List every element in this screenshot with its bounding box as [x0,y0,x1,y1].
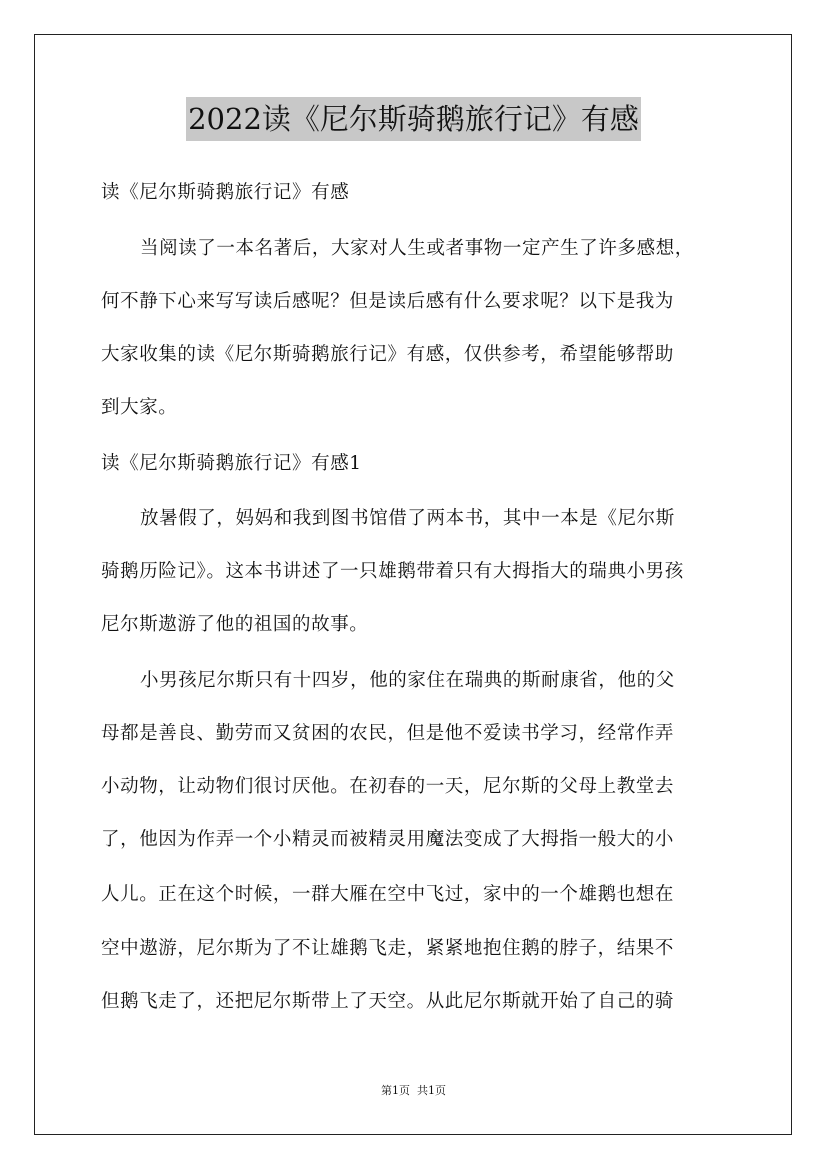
paragraph-line: 但鹅飞走了，还把尼尔斯带上了天空。从此尼尔斯就开始了自己的骑 [101,991,675,1012]
paragraph-line: 放暑假了，妈妈和我到图书馆借了两本书，其中一本是《尼尔斯 [140,508,675,529]
page-number-footer: 第1页 共1页 [381,1084,446,1097]
paragraph-line: 何不静下心来写写读后感呢？但是读后感有什么要求呢？以下是我为 [101,291,675,312]
paragraph-line: 到大家。 [101,397,178,418]
document-title: 2022读《尼尔斯骑鹅旅行记》有感 [186,97,641,141]
paragraph-line: 了，他因为作弄一个小精灵而被精灵用魔法变成了大拇指一般大的小 [101,829,675,850]
paragraph-line: 小男孩尼尔斯只有十四岁，他的家住在瑞典的斯耐康省，他的父 [140,670,675,691]
paragraph-line: 骑鹅历险记》。这本书讲述了一只雄鹅带着只有大拇指大的瑞典小男孩 [101,561,684,582]
paragraph-line: 母都是善良、勤劳而又贫困的农民，但是他不爱读书学习，经常作弄 [101,723,675,744]
paragraph-line: 当阅读了一本名著后，大家对人生或者事物一定产生了许多感想， [140,238,694,259]
section-heading: 读《尼尔斯骑鹅旅行记》有感1 [101,453,362,474]
paragraph-line: 人儿。正在这个时候，一群大雁在空中飞过，家中的一个雄鹅也想在 [101,884,675,905]
paragraph-line: 大家收集的读《尼尔斯骑鹅旅行记》有感，仅供参考，希望能够帮助 [101,344,675,365]
paragraph-line: 尼尔斯遨游了他的祖国的故事。 [101,614,369,635]
paragraph-line: 空中遨游，尼尔斯为了不让雄鹅飞走，紧紧地抱住鹅的脖子，结果不 [101,938,675,959]
paragraph-line: 小动物，让动物们很讨厌他。在初春的一天，尼尔斯的父母上教堂去 [101,776,675,797]
title-container [0,97,827,141]
heading-line: 读《尼尔斯骑鹅旅行记》有感 [101,182,350,203]
